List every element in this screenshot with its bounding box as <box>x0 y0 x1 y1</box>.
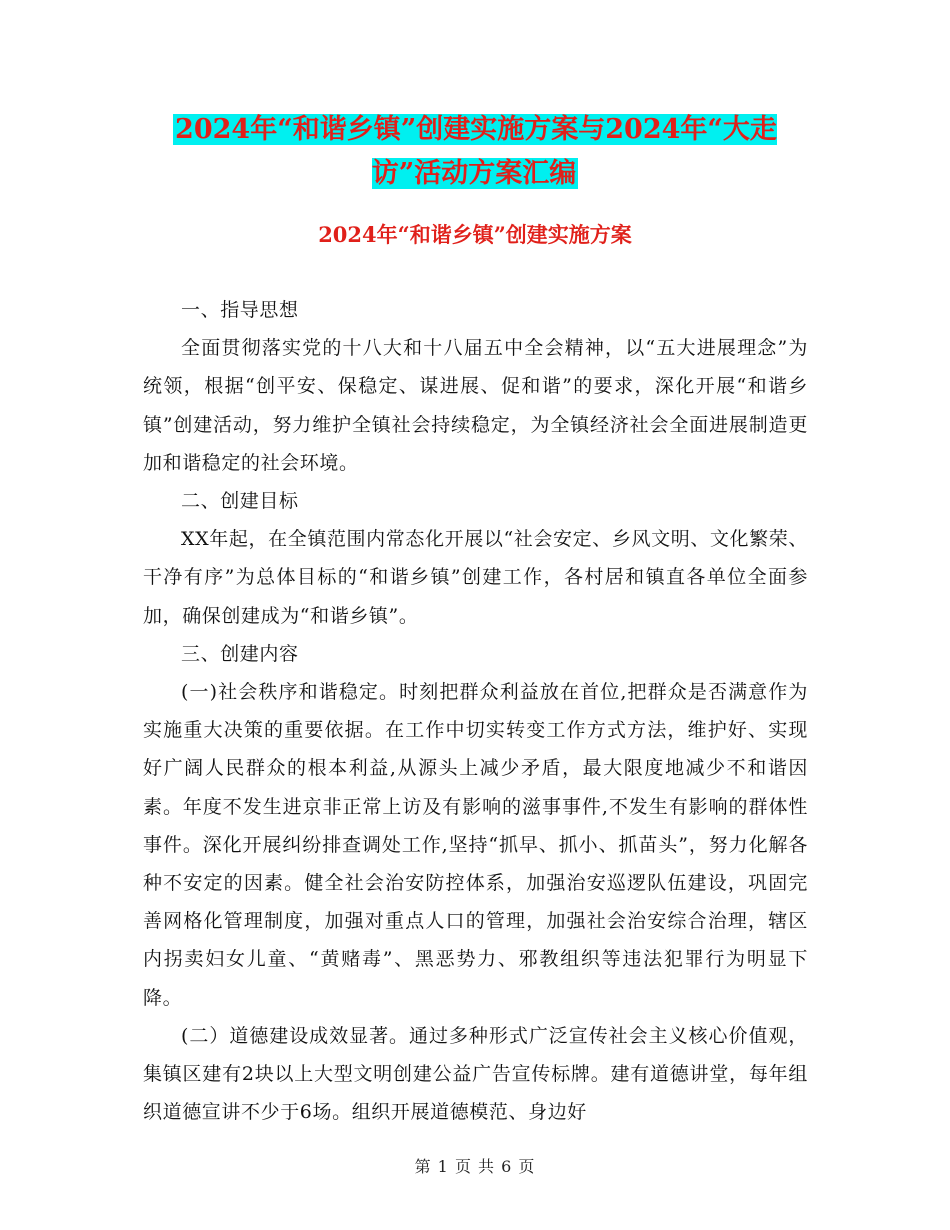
main-title-highlight: 2024年“和谐乡镇”创建实施方案与2024年“大走访”活动方案汇编 <box>175 114 777 189</box>
paragraph-social-order: (一)社会秩序和谐稳定。时刻把群众利益放在首位,把群众是否满意作为实施重大决策的重要依据。在工作中切实转变工作方式方法，维护好、实现好广阔人民群众的根本利益,从源头上减少矛盾，最大限度地减少不和谐因素。年度不发生进京非正常上访及有影响的滋事事件,不发生有影响的群体性事件。深化开展纠纷排查调处工作,坚持“抓早、抓小、抓苗头”，努力化解各种不安定的因素。健全社会治安防控体系，加强治安巡逻队伍建设，巩固完善网格化管理制度，加强对重点人口的管理，加强社会治安综合治理，辖区内拐卖妇女儿童、“黄赌毒”、黑恶势力、邪教组织等违法犯罪行为明显下降。 <box>143 681 808 1009</box>
heading-contents: 三、创建内容 <box>181 642 299 665</box>
heading-goals: 二、创建目标 <box>181 490 299 513</box>
document-body <box>143 291 808 1131</box>
page-number-footer: 第 1 页 共 6 页 <box>414 1157 536 1176</box>
heading-guiding-thought: 一、指导思想 <box>181 299 299 321</box>
paragraph-goals: XX年起，在全镇范围内常态化开展以“社会安定、乡风文明、文化繁荣、干净有序”为总体目标的“和谐乡镇”创建工作，各村居和镇直各单位全面参加，确保创建成为“和谐乡镇”。 <box>143 528 808 627</box>
section-title: 2024年“和谐乡镇”创建实施方案 <box>318 222 632 247</box>
paragraph-moral-construction: (二）道德建设成效显著。通过多种形式广泛宣传社会主义核心价值观，集镇区建有2块以上大型文明创建公益广告宣传标牌。建有道德讲堂，每年组织道德宣讲不少于6场。组织开展道德模范、身边好 <box>143 1024 808 1124</box>
document-main-title <box>150 108 800 196</box>
paragraph-guiding-thought: 全面贯彻落实党的十八大和十八届五中全会精神，以“五大进展理念”为统领，根据“创平安、保稳定、谋进展、促和谐”的要求，深化开展“和谐乡镇”创建活动，努力维护全镇社会持续稳定，为全镇经济社会全面进展制造更加和谐稳定的社会环境。 <box>143 337 808 474</box>
